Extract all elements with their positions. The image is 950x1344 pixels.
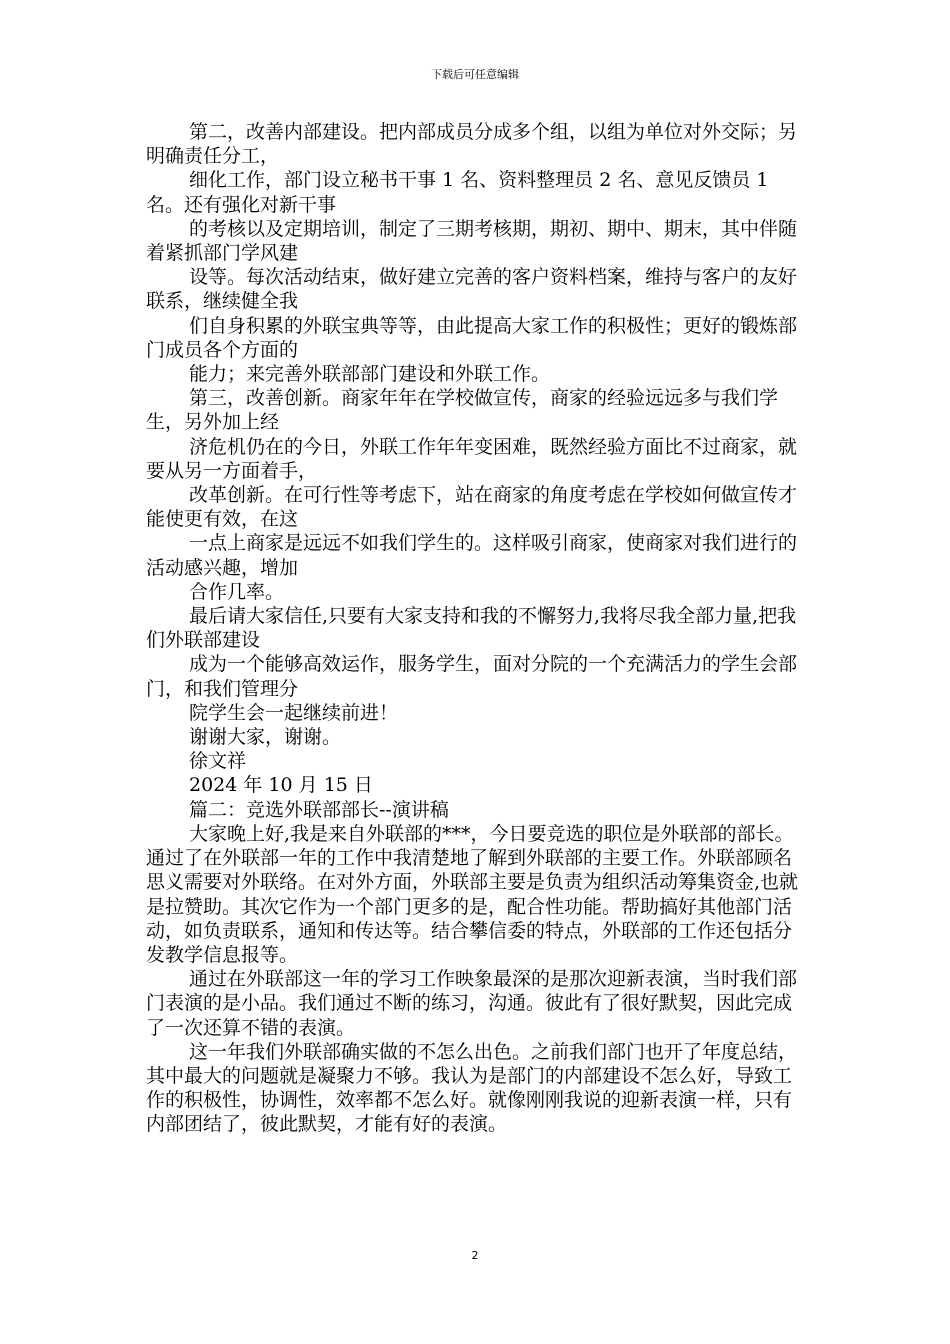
paragraph: 院学生会一起继续前进！: [189, 701, 399, 724]
paragraph: 能力；来完善外联部部门建设和外联工作。: [189, 363, 551, 386]
paragraph: 改革创新。在可行性等考虑下，站在商家的角度考虑在学校如何做宣传才能使更有效，在这: [146, 484, 798, 531]
paragraph: 最后请大家信任,只要有大家支持和我的不懈努力,我将尽我全部力量,把我们外联部建设: [146, 605, 797, 652]
paragraph: 一点上商家是远远不如我们学生的。这样吸引商家，使商家对我们进行的活动感兴趣，增加: [146, 532, 798, 579]
page-number: 2: [471, 1249, 479, 1262]
paragraph: 们自身积累的外联宝典等等，由此提高大家工作的积极性；更好的锻炼部门成员各个方面的: [146, 314, 798, 361]
paragraph: 通过在外联部这一年的学习工作映象最深的是那次迎新表演，当时我们部门表演的是小品。我们通过不断的练习，沟通。彼此有了很好默契，因此完成了一次还算不错的表演。: [146, 968, 798, 1039]
signature-date: 2024 年 10 月 15 日: [189, 774, 373, 797]
paragraph: 济危机仍在的今日，外联工作年年变困难，既然经验方面比不过商家，就要从另一方面着手，: [146, 435, 798, 482]
document-body: [146, 120, 806, 1137]
paragraph: 的考核以及定期培训，制定了三期考核期，期初、期中、期末，其中伴随着紧抓部门学风建: [146, 217, 798, 265]
signature-name: 徐文祥: [189, 750, 247, 773]
paragraph: 设等。每次活动结束，做好建立完善的客户资料档案，维持与客户的友好联系，继续健全我: [146, 266, 798, 313]
paragraph: 细化工作，部门设立秘书干事 1 名、资料整理员 2 名、意见反馈员 1 名。还有强化对新干事: [146, 169, 769, 216]
page-header-note: 下载后可任意编辑: [431, 68, 519, 81]
paragraph: 合作几率。: [189, 580, 285, 603]
closing-thanks: 谢谢大家，谢谢。: [189, 726, 342, 749]
paragraph: 这一年我们外联部确实做的不怎么出色。之前我们部门也开了年度总结，其中最大的问题就是凝聚力不够。我认为是部门的内部建设不怎么好，导致工作的积极性，协调性，效率都不怎么好。就像刚刚我说的迎新表演一样，只有内部团结了，彼此默契，才能有好的表演。: [146, 1040, 798, 1136]
paragraph: 大家晚上好,我是来自外联部的***，今日要竞选的职位是外联部的部长。通过了在外联部一年的工作中我清楚地了解到外联部的主要工作。外联部顾名思义需要对外联络。在对外方面，外联部主要是负责为组织活动筹集资金,也就是拉赞助。其次它作为一个部门更多的是，配合性功能。帮助搞好其他部门活动，如负责联系，通知和传达等。结合攀信委的特点，外联部的工作还包括分发教学信息报等。: [146, 822, 799, 966]
section-title: 篇二：竞选外联部部长--演讲稿: [189, 798, 449, 821]
paragraph: 第三，改善创新。商家年年在学校做宣传，商家的经验远远多与我们学生，另外加上经: [146, 387, 779, 434]
paragraph: 成为一个能够高效运作，服务学生，面对分院的一个充满活力的学生会部门，和我们管理分: [146, 653, 798, 700]
paragraph: 第二，改善内部建设。把内部成员分成多个组，以组为单位对外交际；另明确责任分工，: [146, 121, 798, 168]
